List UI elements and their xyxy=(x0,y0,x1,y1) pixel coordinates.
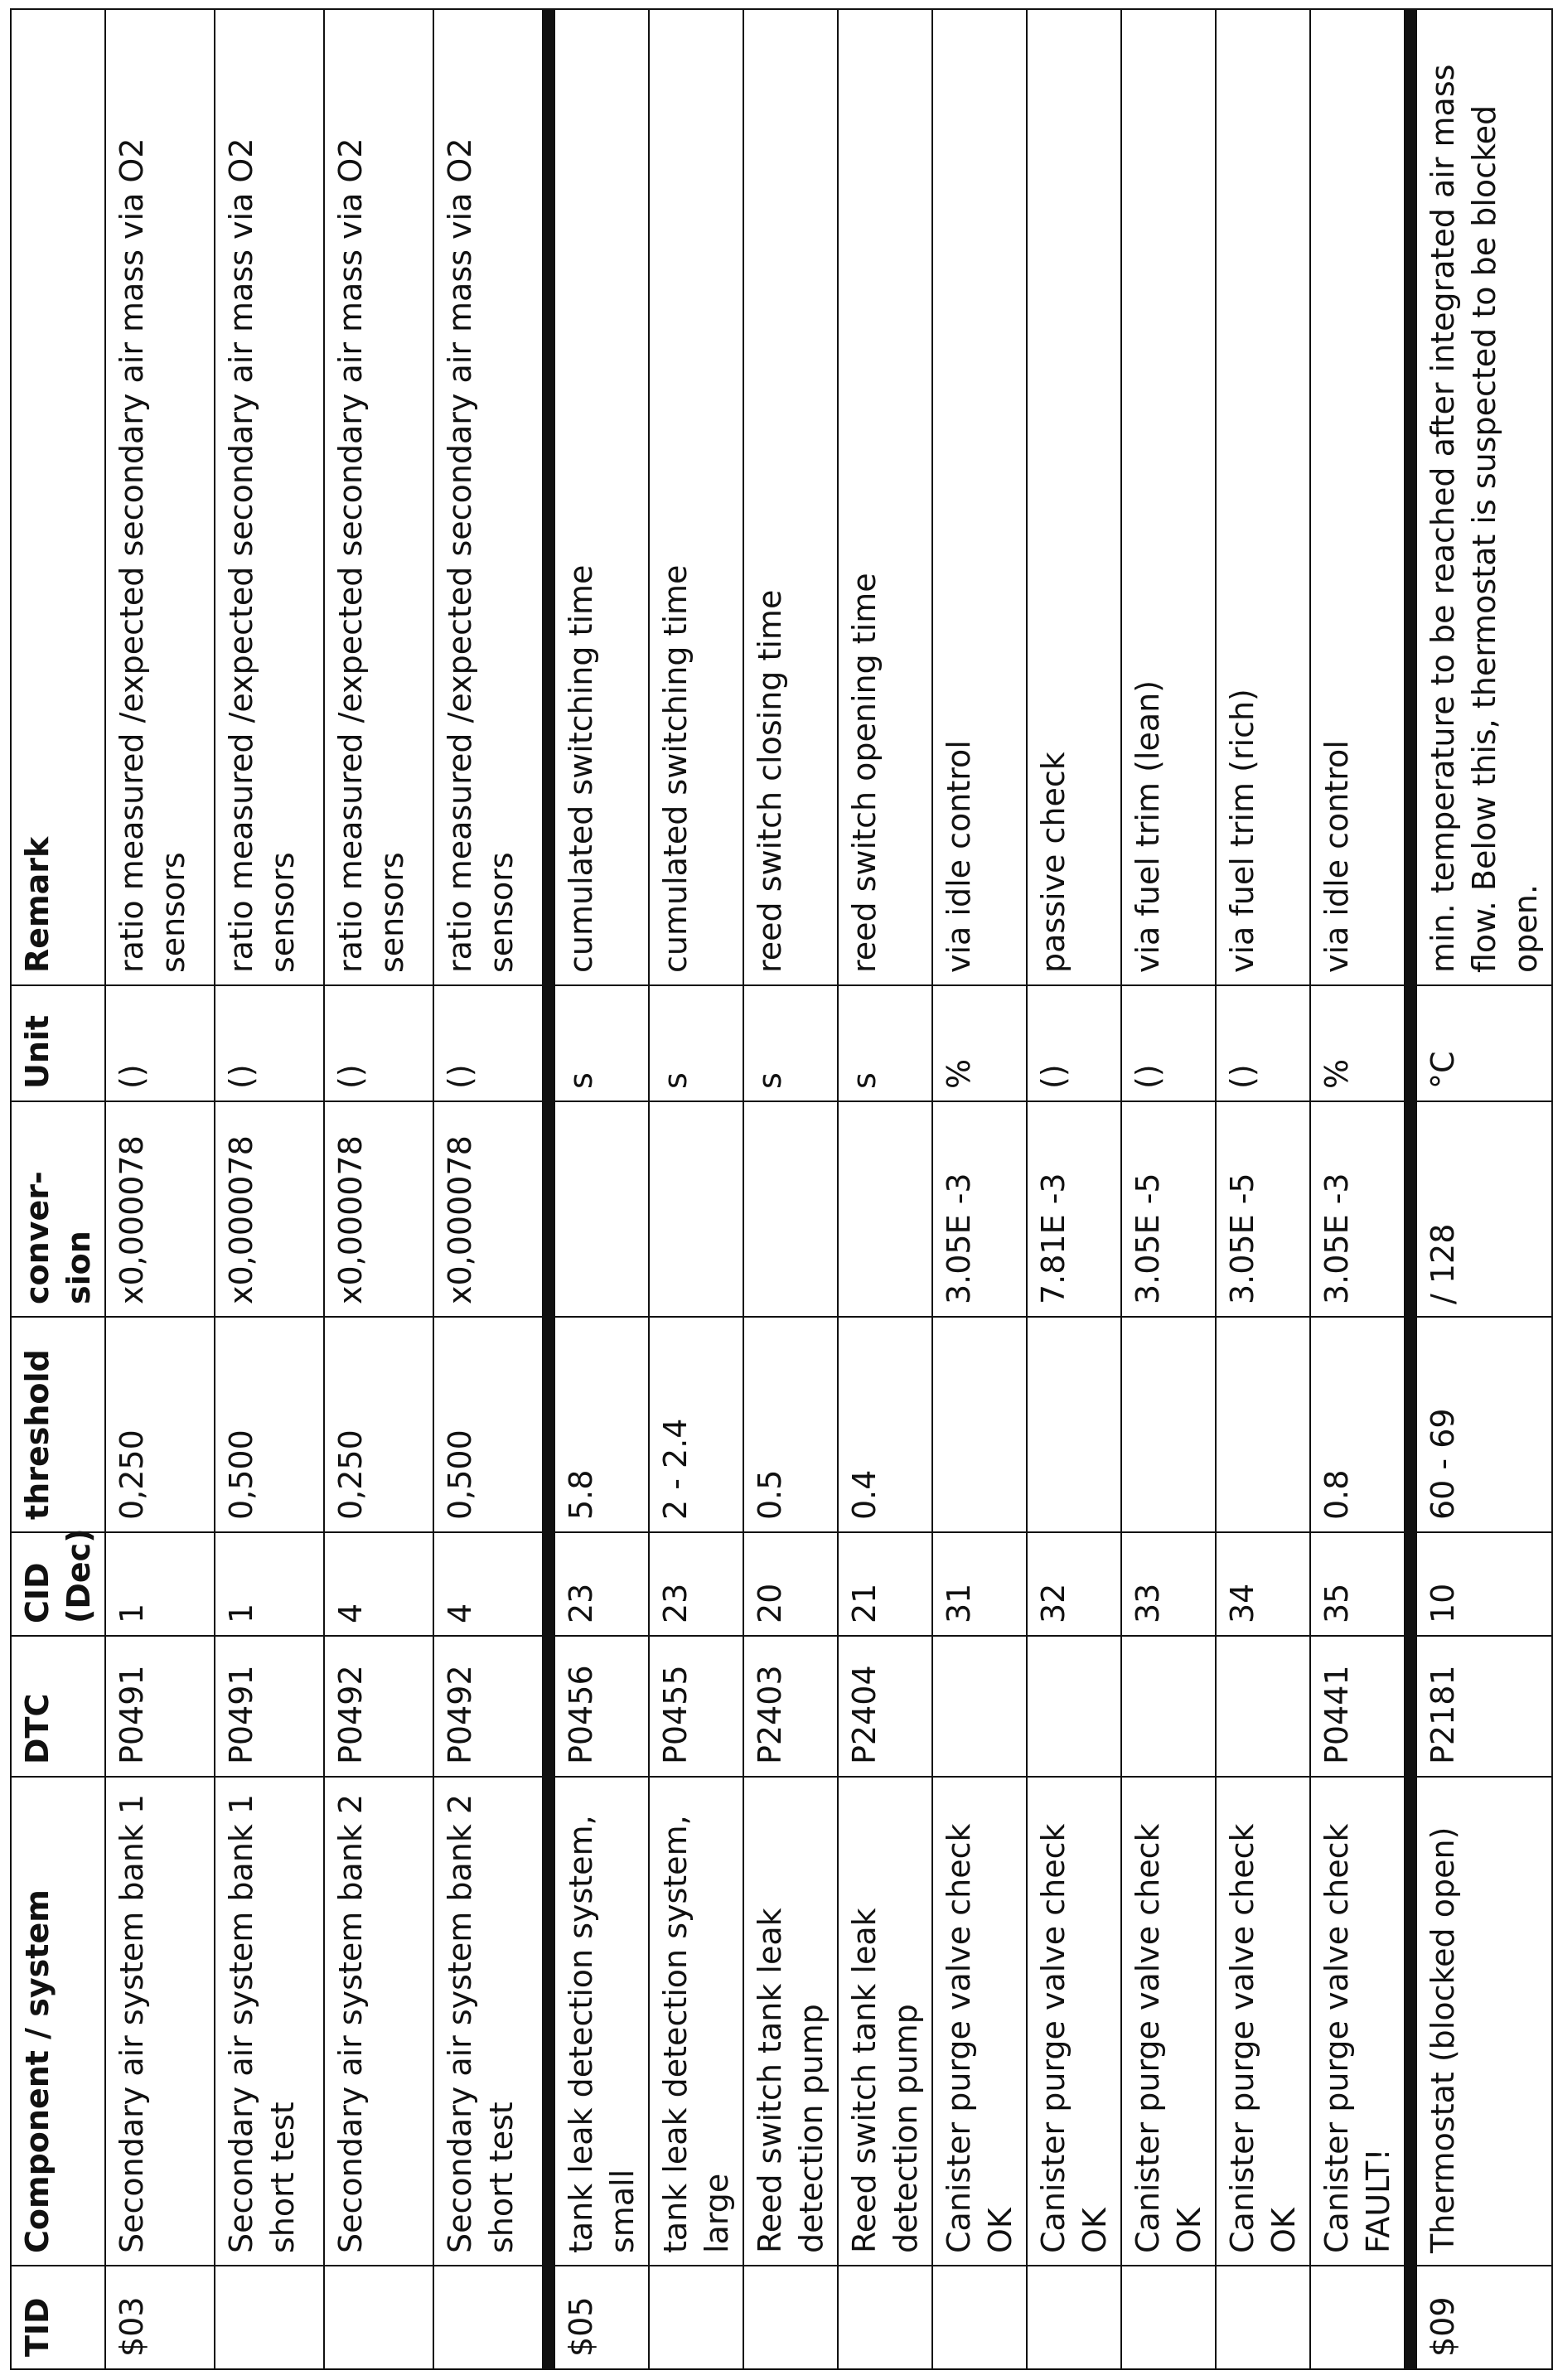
cell-component: Secondary air system bank 2 xyxy=(324,1777,433,2266)
table-row xyxy=(554,9,649,2369)
cell-dtc: P0492 xyxy=(324,1636,433,1777)
cell-dtc: P0441 xyxy=(1310,1636,1405,1777)
cell-unit: % xyxy=(932,985,1027,1101)
cell-tid xyxy=(649,2266,743,2369)
cell-threshold: 5.8 xyxy=(554,1317,649,1532)
cell-cid: 1 xyxy=(105,1532,215,1636)
cell-dtc: P0491 xyxy=(215,1636,324,1777)
cell-remark: ratio measured /expected secondary air mass via O2 sensors xyxy=(215,9,324,985)
cell-tid xyxy=(1216,2266,1310,2369)
cell-dtc: P2404 xyxy=(838,1636,932,1777)
cell-threshold: 0,500 xyxy=(215,1317,324,1532)
cell-cid: 21 xyxy=(838,1532,932,1636)
cell-component: tank leak detection system, large xyxy=(649,1777,743,2266)
cell-threshold: 2 - 2.4 xyxy=(649,1317,743,1532)
cell-tid xyxy=(838,2266,932,2369)
header-component: Component / system xyxy=(11,1777,105,2266)
cell-dtc: P0456 xyxy=(554,1636,649,1777)
cell-cid: 20 xyxy=(743,1532,838,1636)
cell-remark: reed switch opening time xyxy=(838,9,932,985)
table-row xyxy=(838,9,932,2369)
cell-cid: 33 xyxy=(1121,1532,1216,1636)
cell-cid: 1 xyxy=(215,1532,324,1636)
cell-tid xyxy=(324,2266,433,2369)
cell-unit: () xyxy=(1121,985,1216,1101)
cell-threshold xyxy=(1027,1317,1121,1532)
cell-dtc xyxy=(1121,1636,1216,1777)
header-dtc: DTC xyxy=(11,1636,105,1777)
table-row xyxy=(1416,9,1552,2369)
cell-conversion: x0,000078 xyxy=(433,1101,543,1317)
cell-unit: () xyxy=(105,985,215,1101)
cell-dtc xyxy=(1027,1636,1121,1777)
cell-cid: 23 xyxy=(554,1532,649,1636)
cell-threshold: 0.4 xyxy=(838,1317,932,1532)
cell-component: Canister purge valve check OK xyxy=(1121,1777,1216,2266)
cell-component: Reed switch tank leak detection pump xyxy=(743,1777,838,2266)
cell-remark: reed switch closing time xyxy=(743,9,838,985)
cell-conversion xyxy=(554,1101,649,1317)
table-row xyxy=(1121,9,1216,2369)
table-row xyxy=(743,9,838,2369)
cell-unit: () xyxy=(324,985,433,1101)
header-remark: Remark xyxy=(11,9,105,985)
cell-remark: passive check xyxy=(1027,9,1121,985)
table-row xyxy=(932,9,1027,2369)
cell-dtc xyxy=(932,1636,1027,1777)
cell-unit: () xyxy=(215,985,324,1101)
cell-cid: 10 xyxy=(1416,1532,1552,1636)
cell-conversion: x0,000078 xyxy=(324,1101,433,1317)
cell-component: Canister purge valve check OK xyxy=(1027,1777,1121,2266)
cell-threshold: 0.5 xyxy=(743,1317,838,1532)
cell-conversion: x0,000078 xyxy=(105,1101,215,1317)
cell-dtc: P0492 xyxy=(433,1636,543,1777)
cell-dtc: P0491 xyxy=(105,1636,215,1777)
cell-remark: via idle control xyxy=(1310,9,1405,985)
table-row xyxy=(324,9,433,2369)
cell-unit: s xyxy=(743,985,838,1101)
cell-tid xyxy=(1027,2266,1121,2369)
cell-component: Canister purge valve check OK xyxy=(932,1777,1027,2266)
cell-unit: % xyxy=(1310,985,1405,1101)
cell-threshold: 60 - 69 xyxy=(1416,1317,1552,1532)
cell-tid xyxy=(1310,2266,1405,2369)
cell-threshold: 0,500 xyxy=(433,1317,543,1532)
cell-remark: cumulated switching time xyxy=(554,9,649,985)
cell-remark: ratio measured /expected secondary air mass via O2 sensors xyxy=(324,9,433,985)
cell-tid xyxy=(1121,2266,1216,2369)
table-row xyxy=(1027,9,1121,2369)
header-conversion: conver-sion xyxy=(11,1101,105,1317)
cell-cid: 34 xyxy=(1216,1532,1310,1636)
cell-threshold xyxy=(1121,1317,1216,1532)
table-row xyxy=(649,9,743,2369)
cell-conversion: 3.05E -3 xyxy=(1310,1101,1405,1317)
cell-component: Secondary air system bank 1 short test xyxy=(215,1777,324,2266)
cell-threshold xyxy=(1216,1317,1310,1532)
cell-unit: s xyxy=(649,985,743,1101)
cell-component: tank leak detection system, small xyxy=(554,1777,649,2266)
table-row xyxy=(215,9,324,2369)
cell-cid: 4 xyxy=(324,1532,433,1636)
cell-cid: 35 xyxy=(1310,1532,1405,1636)
cell-tid: $05 xyxy=(554,2266,649,2369)
cell-unit: () xyxy=(1027,985,1121,1101)
cell-unit: () xyxy=(1216,985,1310,1101)
cell-conversion: x0,000078 xyxy=(215,1101,324,1317)
cell-component: Reed switch tank leak detection pump xyxy=(838,1777,932,2266)
cell-dtc: P0455 xyxy=(649,1636,743,1777)
cell-conversion xyxy=(743,1101,838,1317)
cell-tid: $09 xyxy=(1416,2266,1552,2369)
cell-threshold: 0.8 xyxy=(1310,1317,1405,1532)
cell-component: Secondary air system bank 1 xyxy=(105,1777,215,2266)
table-row xyxy=(1310,9,1405,2369)
table-row xyxy=(433,9,543,2369)
header-tid: TID xyxy=(11,2266,105,2369)
cell-unit: °C xyxy=(1416,985,1552,1101)
cell-tid xyxy=(215,2266,324,2369)
cell-conversion: 3.05E -5 xyxy=(1121,1101,1216,1317)
cell-remark: via idle control xyxy=(932,9,1027,985)
cell-remark: via fuel trim (rich) xyxy=(1216,9,1310,985)
cell-dtc xyxy=(1216,1636,1310,1777)
cell-remark: min. temperature to be reached after integrated air mass flow. Below this, thermostat is suspected to be blocked open. xyxy=(1416,9,1552,985)
header-threshold: threshold xyxy=(11,1317,105,1532)
header-cid: CID (Dec) xyxy=(11,1532,105,1636)
obd-test-table xyxy=(10,8,1553,2370)
cell-threshold xyxy=(932,1317,1027,1532)
cell-conversion: 7.81E -3 xyxy=(1027,1101,1121,1317)
cell-tid xyxy=(743,2266,838,2369)
cell-dtc: P2403 xyxy=(743,1636,838,1777)
table-row xyxy=(1216,9,1310,2369)
header-row xyxy=(11,9,105,2369)
cell-remark: via fuel trim (lean) xyxy=(1121,9,1216,985)
cell-component: Canister purge valve check FAULT! xyxy=(1310,1777,1405,2266)
cell-component: Secondary air system bank 2 short test xyxy=(433,1777,543,2266)
section-divider xyxy=(543,9,554,2369)
section-divider xyxy=(1405,9,1416,2369)
cell-conversion xyxy=(838,1101,932,1317)
cell-threshold: 0,250 xyxy=(105,1317,215,1532)
cell-conversion: 3.05E -5 xyxy=(1216,1101,1310,1317)
cell-tid: $03 xyxy=(105,2266,215,2369)
cell-remark: cumulated switching time xyxy=(649,9,743,985)
cell-remark: ratio measured /expected secondary air mass via O2 sensors xyxy=(433,9,543,985)
header-unit: Unit xyxy=(11,985,105,1101)
cell-component: Thermostat (blocked open) xyxy=(1416,1777,1552,2266)
cell-conversion: 3.05E -3 xyxy=(932,1101,1027,1317)
cell-unit: () xyxy=(433,985,543,1101)
table-row xyxy=(105,9,215,2369)
cell-conversion xyxy=(649,1101,743,1317)
cell-cid: 23 xyxy=(649,1532,743,1636)
cell-cid: 4 xyxy=(433,1532,543,1636)
cell-dtc: P2181 xyxy=(1416,1636,1552,1777)
cell-tid xyxy=(932,2266,1027,2369)
cell-component: Canister purge valve check OK xyxy=(1216,1777,1310,2266)
cell-remark: ratio measured /expected secondary air mass via O2 sensors xyxy=(105,9,215,985)
cell-conversion: / 128 xyxy=(1416,1101,1552,1317)
cell-unit: s xyxy=(554,985,649,1101)
cell-tid xyxy=(433,2266,543,2369)
cell-threshold: 0,250 xyxy=(324,1317,433,1532)
cell-cid: 31 xyxy=(932,1532,1027,1636)
cell-cid: 32 xyxy=(1027,1532,1121,1636)
cell-unit: s xyxy=(838,985,932,1101)
